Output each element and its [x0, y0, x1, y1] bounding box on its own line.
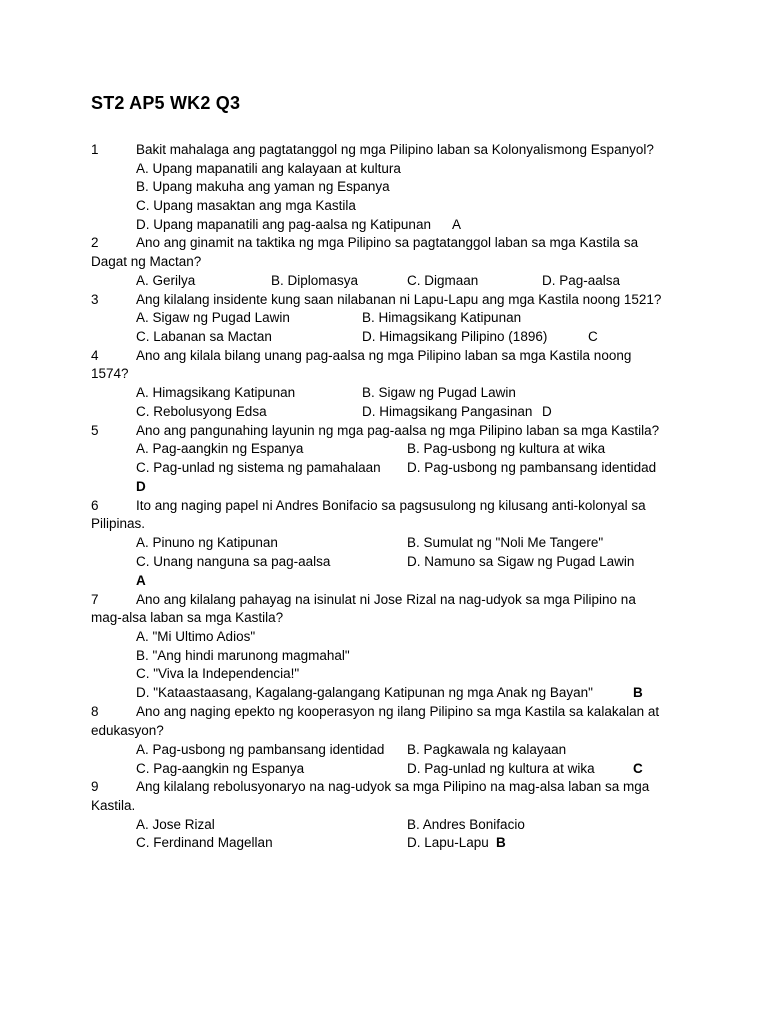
answer-key: D [542, 404, 552, 419]
choice-d: D. Himagsikang Pangasinan [362, 404, 533, 419]
choice-c: C. Upang masaktan ang mga Kastila [136, 198, 356, 213]
choice-a: A. Sigaw ng Pugad Lawin [136, 310, 290, 325]
choice-b: B. Pagkawala ng kalayaan [407, 742, 567, 757]
answer-key: B [496, 835, 506, 850]
choice-a: A. Jose Rizal [136, 817, 215, 832]
question-text-line1: Ano ang ginamit na taktika ng mga Pilipino sa pagtatanggol laban sa mga Kastila sa [136, 235, 639, 250]
choice-a: A. Himagsikang Katipunan [136, 385, 296, 400]
question-text-line2: 1574? [91, 366, 129, 381]
question-text-line1: Ano ang naging epekto ng kooperasyon ng ilang Pilipino sa mga Kastila sa kalakalan at [136, 704, 660, 719]
choice-b: B. "Ang hindi marunong magmahal" [136, 648, 350, 663]
question-text: Ang kilalang insidente kung saan nilabanan ni Lapu-Lapu ang mga Kastila noong 1521? [136, 292, 662, 307]
choice-d: D. Pag-unlad ng kultura at wika [407, 761, 595, 776]
choice-c: C. Rebolusyong Edsa [136, 404, 267, 419]
question-number: 1 [91, 142, 99, 157]
question-number: 4 [91, 348, 99, 363]
question-text-line2: Kastila. [91, 798, 136, 813]
choice-a: A. Pinuno ng Katipunan [136, 535, 278, 550]
choice-c: C. Pag-aangkin ng Espanya [136, 761, 305, 776]
question-text-line1: Ano ang kilala bilang unang pag-aalsa ng mga Pilipino laban sa mga Kastila noong [136, 348, 632, 363]
answer-key: A [452, 217, 462, 232]
answer-key: C [588, 329, 598, 344]
question-number: 9 [91, 779, 99, 794]
choice-b: B. Himagsikang Katipunan [362, 310, 522, 325]
choice-c: C. Labanan sa Mactan [136, 329, 272, 344]
choice-d: D. Namuno sa Sigaw ng Pugad Lawin [407, 554, 635, 569]
choice-d: D. "Kataastaasang, Kagalang-galangang Katipunan ng mga Anak ng Bayan" [136, 685, 593, 700]
choice-a: A. Gerilya [136, 273, 196, 288]
question-number: 6 [91, 498, 99, 513]
answer-key: B [633, 685, 643, 700]
question-text-line1: Ano ang kilalang pahayag na isinulat ni Jose Rizal na nag-udyok sa mga Pilipino na [136, 592, 636, 607]
question-number: 2 [91, 235, 99, 250]
choice-b: B. Sumulat ng "Noli Me Tangere" [407, 535, 604, 550]
choice-d: D. Pag-usbong ng pambansang identidad [407, 460, 657, 475]
question-number: 8 [91, 704, 99, 719]
choice-d: D. Himagsikang Pilipino (1896) [362, 329, 548, 344]
question-number: 3 [91, 292, 99, 307]
question-number: 5 [91, 423, 99, 438]
question-text-line2: mag-alsa laban sa mga Kastila? [91, 610, 284, 625]
choice-c: C. Unang nanguna sa pag-aalsa [136, 554, 331, 569]
question-text: Ano ang pangunahing layunin ng mga pag-aalsa ng mga Pilipino laban sa mga Kastila? [136, 423, 660, 438]
question-text: Bakit mahalaga ang pagtatanggol ng mga Pilipino laban sa Kolonyalismong Espanyol? [136, 142, 654, 157]
question-text-line2: Dagat ng Mactan? [91, 254, 202, 269]
question-text-line2: edukasyon? [91, 723, 164, 738]
choice-d: D. Pag-aalsa [542, 273, 621, 288]
choice-c: C. "Viva la Independencia!" [136, 666, 300, 681]
question-text-line2: Pilipinas. [91, 516, 146, 531]
choice-d: D. Upang mapanatili ang pag-aalsa ng Katipunan [136, 217, 431, 232]
choice-b: B. Diplomasya [271, 273, 359, 288]
choice-b: B. Upang makuha ang yaman ng Espanya [136, 179, 390, 194]
answer-key: D [136, 479, 146, 494]
choice-c: C. Pag-unlad ng sistema ng pamahalaan [136, 460, 381, 475]
choice-b: B. Sigaw ng Pugad Lawin [362, 385, 516, 400]
answer-key: A [136, 573, 146, 588]
question-text-line1: Ang kilalang rebolusyonaryo na nag-udyok sa mga Pilipino na mag-alsa laban sa mga [136, 779, 650, 794]
answer-key: C [633, 761, 643, 776]
choice-a: A. "Mi Ultimo Adios" [136, 629, 256, 644]
question-number: 7 [91, 592, 99, 607]
choice-c: C. Digmaan [407, 273, 479, 288]
question-text-line1: Ito ang naging papel ni Andres Bonifacio sa pagsusulong ng kilusang anti-kolonyal sa [136, 498, 646, 513]
choice-c: C. Ferdinand Magellan [136, 835, 273, 850]
page-title: ST2 AP5 WK2 Q3 [91, 93, 241, 113]
choice-a: A. Pag-aangkin ng Espanya [136, 441, 304, 456]
choice-a: A. Upang mapanatili ang kalayaan at kultura [136, 161, 401, 176]
choice-b: B. Andres Bonifacio [407, 817, 525, 832]
choice-b: B. Pag-usbong ng kultura at wika [407, 441, 606, 456]
choice-a: A. Pag-usbong ng pambansang identidad [136, 742, 385, 757]
choice-d: D. Lapu-Lapu [407, 835, 489, 850]
